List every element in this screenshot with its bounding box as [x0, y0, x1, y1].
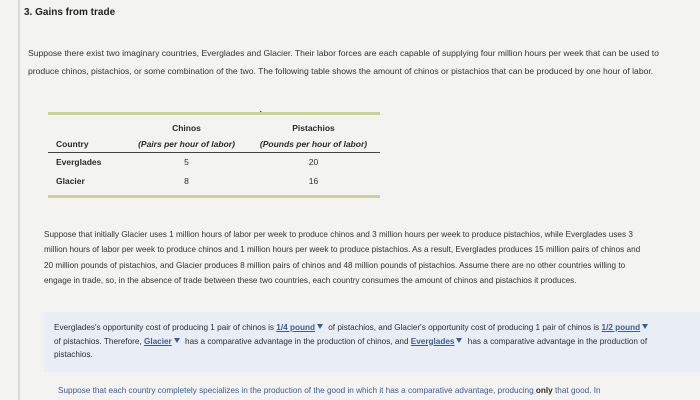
row-country: Everglades [56, 157, 102, 167]
answer-panel [44, 312, 700, 372]
answer-text-4: has a comparative advantage in the production of chinos, and [182, 336, 411, 346]
scenario-paragraph: Suppose that initially Glacier uses 1 million hours of labor per week to produce chinos and 3 million hours per week to produce pistachios, while Everglades uses 3 million hours of labor per week to produce chinos and 1 million hours per week to produce pistachios. As a result, Everglades produces 15 million pairs of chinos and 20 million pounds of pistachios, and Glacier produces 8 million pairs of chinos and 48 million pounds of pistachios. Assume there are no other countries willing to engage in trade, so, in the absence of trade between these two countries, each country consumes the amount of chinos and pistachios it produces. [44, 230, 641, 286]
next-question-text [58, 386, 678, 395]
answer-text-3: of pistachios. Therefore, [54, 336, 144, 346]
table-row [48, 153, 380, 173]
row-chinos: 5 [184, 157, 189, 167]
header-chinos-unit: (Pairs per hour of labor) [126, 137, 247, 153]
row-chinos: 8 [184, 176, 189, 186]
chevron-down-icon [642, 324, 648, 329]
row-pistachios: 20 [308, 157, 319, 167]
production-table [48, 112, 380, 198]
table-row [48, 172, 380, 191]
answer-text-1: Everglades's opportunity cost of producing 1 pair of chinos is [54, 323, 277, 332]
dropdown-everglades-opportunity-cost[interactable] [276, 323, 326, 332]
header-country: Country [48, 137, 126, 153]
answer-sentence [54, 321, 654, 362]
row-pistachios: 16 [308, 176, 319, 186]
next-text: Suppose that each country completely specializes in the production of the good in which it has a comparative advantage, producing [58, 386, 536, 395]
header-pistachios-unit: (Pounds per hour of labor) [247, 137, 380, 153]
row-country: Glacier [56, 176, 85, 186]
answer-text-2: of pistachios, and Glacier's opportunity cost of producing 1 pair of chinos is [325, 323, 602, 332]
table-top-rule [48, 112, 380, 115]
table-header-row-top [48, 123, 380, 137]
table-bottom-rule [48, 195, 380, 198]
next-text-tail: that good. In [552, 386, 601, 395]
answer-text-5: has a comparative advantage in the production of pistachios. [54, 336, 648, 359]
dropdown-value: Everglades [410, 336, 455, 346]
header-pistachios: Pistachios [292, 123, 335, 133]
dropdown-value: 1/2 pound [601, 323, 641, 332]
dropdown-glacier-opportunity-cost[interactable] [602, 323, 652, 332]
chevron-down-icon [317, 324, 323, 329]
question-title: 3. Gains from trade [24, 7, 116, 18]
chevron-down-icon [456, 338, 462, 343]
dropdown-pistachios-advantage[interactable] [411, 337, 466, 346]
table-header-row-bottom [48, 137, 380, 153]
header-blank [48, 123, 126, 137]
question-intro: Suppose there exist two imaginary countries, Everglades and Glacier. Their labor forces are each capable of supplying four million hours per week that can be used to produce chinos, pistachios, or some combination of the two. The following table shows the amount of chinos or pistachios that can be produced by one hour of labor. [28, 48, 659, 76]
chevron-down-icon [174, 338, 180, 343]
dropdown-value: Glacier [143, 336, 172, 346]
next-text-bold: only [535, 386, 553, 395]
dropdown-chinos-advantage[interactable] [144, 337, 183, 346]
header-chinos: Chinos [172, 123, 201, 133]
left-border [18, 0, 20, 400]
dropdown-value: 1/4 pound [276, 323, 315, 332]
